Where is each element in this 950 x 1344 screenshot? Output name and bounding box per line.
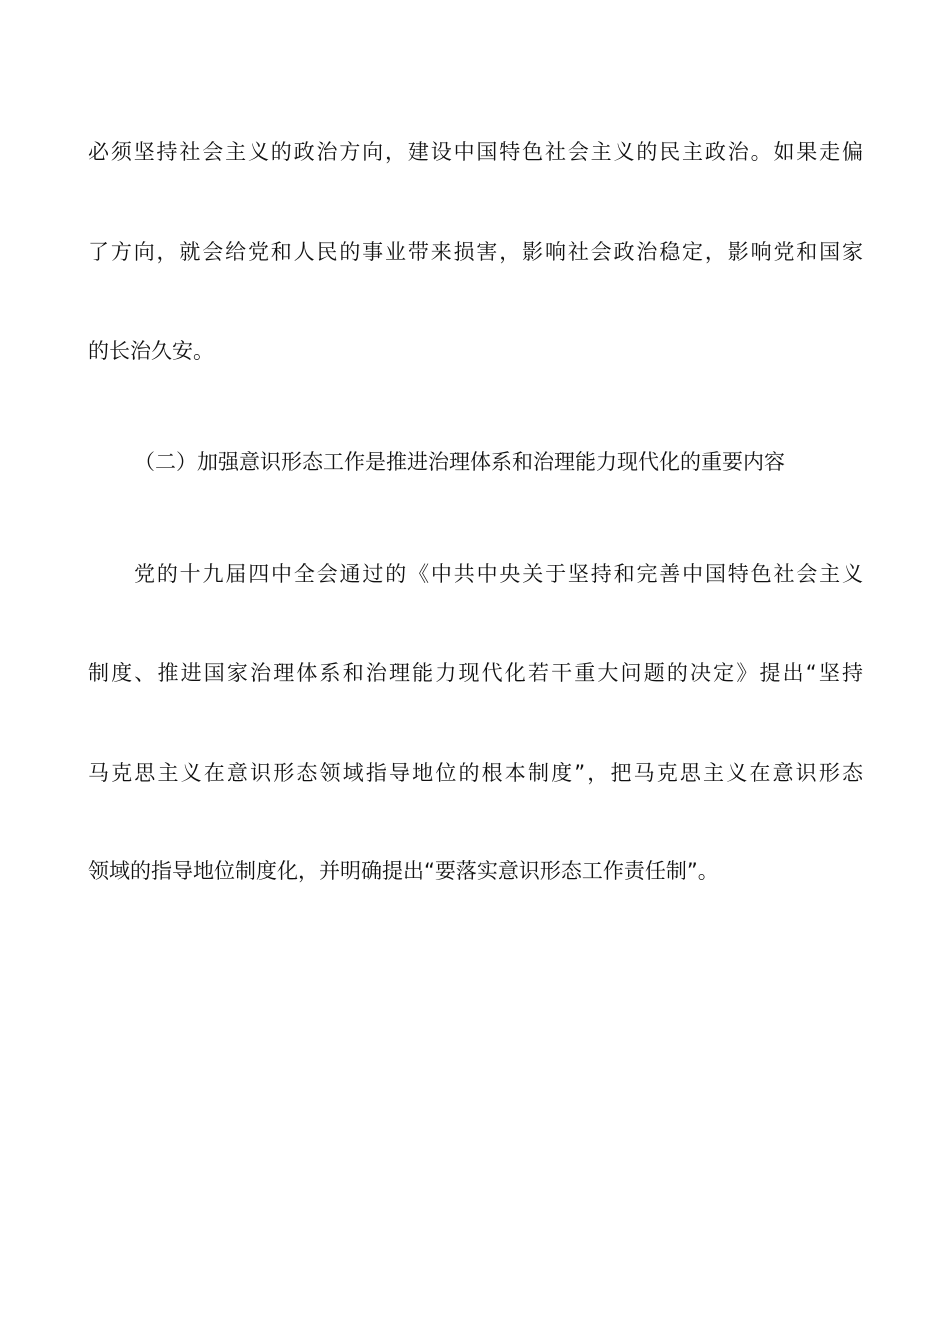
paragraph-2-line-3: 马克思主义在意识形态领域指导地位的根本制度”，把马克思主义在意识形态	[88, 761, 863, 785]
paragraph-1-line-1: 必须坚持社会主义的政治方向，建设中国特色社会主义的民主政治。如果走偏	[88, 140, 863, 164]
paragraph-2-line-4: 领域的指导地位制度化，并明确提出“要落实意识形态工作责任制”。	[88, 859, 719, 883]
section-heading: （二）加强意识形态工作是推进治理体系和治理能力现代化的重要内容	[134, 450, 785, 474]
paragraph-2-line-1: 党的十九届四中全会通过的《中共中央关于坚持和完善中国特色社会主义	[134, 562, 863, 586]
paragraph-2-line-2: 制度、推进国家治理体系和治理能力现代化若干重大问题的决定》提出“坚持	[88, 661, 863, 685]
paragraph-1-line-3: 的长治久安。	[88, 339, 214, 363]
paragraph-1-line-2: 了方向，就会给党和人民的事业带来损害，影响社会政治稳定，影响党和国家	[88, 240, 863, 264]
